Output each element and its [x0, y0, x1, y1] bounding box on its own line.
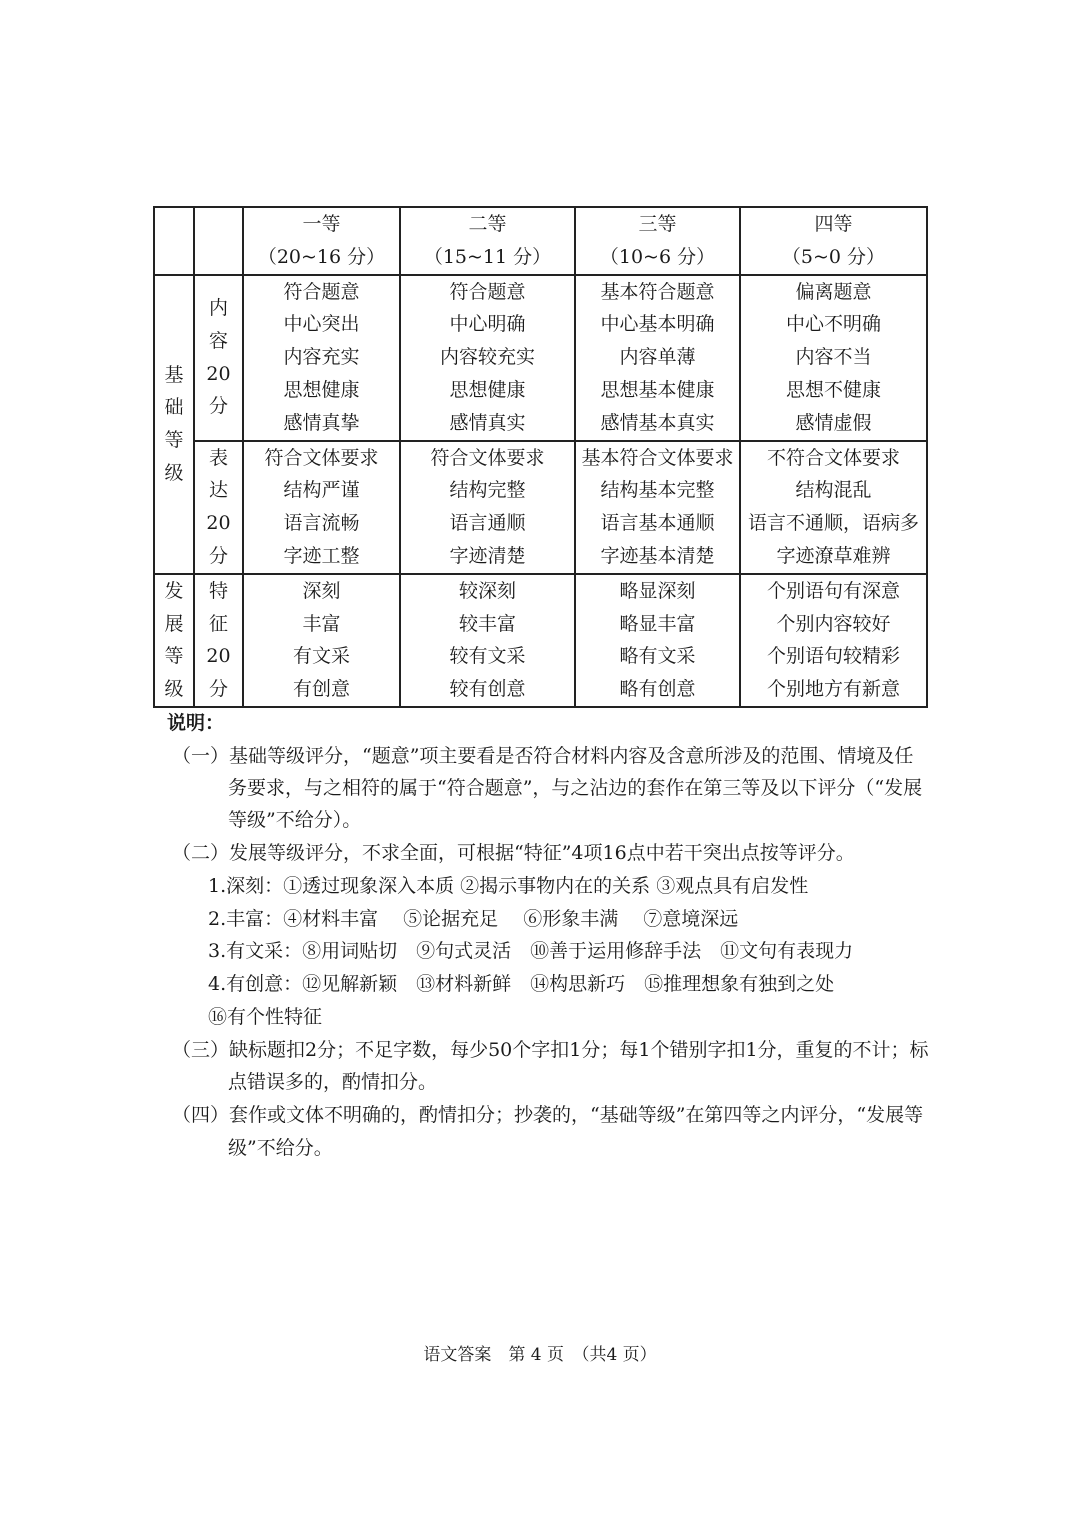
- note-line: （二）发展等级评分，不求全面，可根据“特征”4项16点中若干突出点按等评分。: [172, 842, 855, 864]
- note-line: （三）缺标题扣2分；不足字数，每少50个字扣1分；每1个错别字扣1分，重复的不计；标: [172, 1039, 929, 1061]
- feature-row: [154, 574, 927, 707]
- expression-grade-3: 基本符合文体要求 结构基本完整 语言基本通顺 字迹基本清楚: [575, 441, 740, 574]
- grade-2-header: 二等 （15~11 分）: [400, 207, 575, 275]
- feature-grade-3: 略显深刻 略显丰富 略有文采 略有创意: [575, 574, 740, 707]
- feature-grade-4: 个别语句有深意 个别内容较好 个别语句较精彩 个别地方有新意: [740, 574, 927, 707]
- note-line: 点错误多的，酌情扣分。: [228, 1071, 438, 1093]
- content-row: [154, 275, 927, 441]
- expression-label: 表 达 20 分: [194, 441, 243, 574]
- note-line: 1.深刻：①透过现象深入本质 ②揭示事物内在的关系 ③观点具有启发性: [208, 875, 809, 897]
- grade-1-header: 一等 （20~16 分）: [243, 207, 400, 275]
- note-line: （四）套作或文体不明确的，酌情扣分；抄袭的，“基础等级”在第四等之内评分，“发展等: [172, 1104, 924, 1126]
- header-empty-cell: [154, 207, 194, 275]
- grade-3-header: 三等 （10~6 分）: [575, 207, 740, 275]
- content-grade-3: 基本符合题意 中心基本明确 内容单薄 思想基本健康 感情基本真实: [575, 275, 740, 441]
- expression-grade-2: 符合文体要求 结构完整 语言通顺 字迹清楚: [400, 441, 575, 574]
- note-line: 级”不给分。: [228, 1137, 333, 1159]
- notes-title: 说明：: [167, 712, 225, 734]
- content-grade-4: 偏离题意 中心不明确 内容不当 思想不健康 感情虚假: [740, 275, 927, 441]
- note-line: （一）基础等级评分，“题意”项主要看是否符合材料内容及含意所涉及的范围、情境及任: [172, 745, 914, 767]
- header-empty-cell: [194, 207, 243, 275]
- page-footer: 语文答案 第 4 页 （共4 页）: [423, 1345, 657, 1365]
- note-line: 4.有创意：⑫见解新颖 ⑬材料新鲜 ⑭构思新巧 ⑮推理想象有独到之处: [208, 973, 835, 995]
- note-line: 3.有文采：⑧用词贴切 ⑨句式灵活 ⑩善于运用修辞手法 ⑪文句有表现力: [208, 940, 854, 962]
- grade-4-header: 四等 （5~0 分）: [740, 207, 927, 275]
- note-line: 2.丰富：④材料丰富 ⑤论据充足 ⑥形象丰满 ⑦意境深远: [208, 908, 739, 930]
- note-line: 务要求，与之相符的属于“符合题意”，与之沾边的套作在第三等及以下评分（“发展: [228, 777, 923, 799]
- expression-grade-4: 不符合文体要求 结构混乱 语言不通顺，语病多 字迹潦草难辨: [740, 441, 927, 574]
- content-grade-1: 符合题意 中心突出 内容充实 思想健康 感情真挚: [243, 275, 400, 441]
- note-line: 等级”不给分）。: [228, 809, 362, 831]
- basic-level-label: 基 础 等 级: [154, 275, 194, 574]
- expression-row: [154, 441, 927, 574]
- expression-grade-1: 符合文体要求 结构严谨 语言流畅 字迹工整: [243, 441, 400, 574]
- feature-grade-1: 深刻 丰富 有文采 有创意: [243, 574, 400, 707]
- note-line: ⑯有个性特征: [208, 1006, 323, 1028]
- feature-grade-2: 较深刻 较丰富 较有文采 较有创意: [400, 574, 575, 707]
- content-label: 内 容 20 分: [194, 275, 243, 441]
- header-row: [154, 207, 927, 275]
- content-grade-2: 符合题意 中心明确 内容较充实 思想健康 感情真实: [400, 275, 575, 441]
- feature-label: 特 征 20 分: [194, 574, 243, 707]
- develop-level-label: 发 展 等 级: [154, 574, 194, 707]
- grading-table: [153, 206, 928, 708]
